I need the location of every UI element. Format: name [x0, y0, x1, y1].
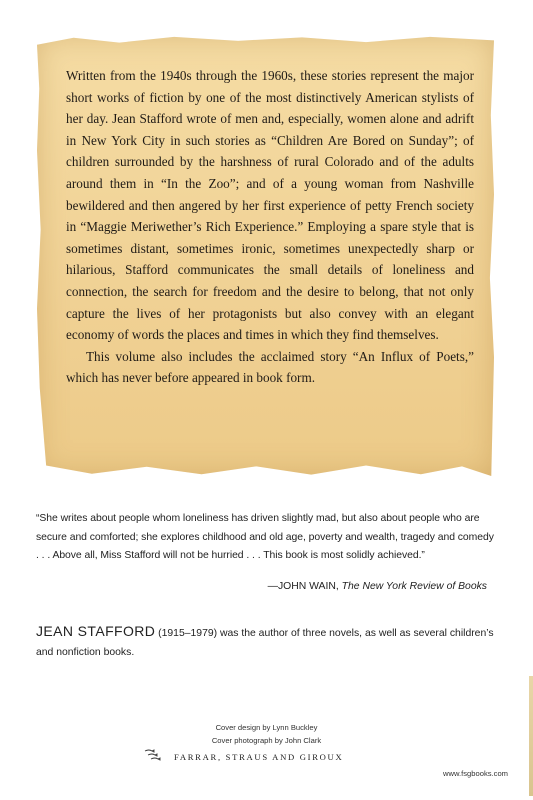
- publisher-imprint: [144, 748, 343, 766]
- cover-edge-strip: [529, 676, 533, 796]
- cover-photo-credit: Cover photograph by John Clark: [211, 736, 322, 745]
- attribution-author: —JOHN WAIN,: [267, 581, 342, 592]
- author-bio: [36, 622, 496, 662]
- attribution-publication: The New York Review of Books: [341, 581, 487, 592]
- description-paragraph-2: This volume also includes the acclaimed story “An Influx of Poets,” which has never before appeared in book form.: [66, 348, 474, 386]
- publisher-name: FARRAR, STRAUS AND GIROUX: [174, 752, 344, 762]
- fish-logo-icon: [144, 748, 164, 766]
- publisher-website[interactable]: www.fsgbooks.com: [443, 769, 508, 778]
- author-name: JEAN STAFFORD: [36, 623, 156, 639]
- description-block: [66, 65, 474, 389]
- review-attribution: [268, 578, 487, 596]
- review-quote: “She writes about people whom loneliness has driven slightly mad, but also about people who are secure and comforted; she explores childhood and old age, poverty and wealth, tragedy and comedy . . . Above all, Miss Stafford will not be hurried . . . This book is most solidly achieved.”: [36, 513, 494, 562]
- description-paragraph-1: Written from the 1940s through the 1960s, these stories represent the major short works of fiction by one of the most distinctively American stylists of her day. Jean Stafford wrote of men and, especially, women alone and adrift in New York City in such stories as “Children Are Bored on Sunday”; of children surrounded by the harshness of rural Colorado and of the adults around them in “In the Zoo”; and of a young woman from Nashville bewildered and then angered by her first experience of petty French society in “Maggie Meriwether’s Rich Experience.” Employing a spare style that is sometimes distant, sometimes ironic, sometimes unexpectedly sharp or hilarious, Stafford communicates the small details of loneliness and connection, the search for freedom and the desire to belong, that not only capture the lives of her protagonists but also convey with an elegant economy of words the places and times in which they find themselves.: [66, 68, 474, 343]
- author-bio-text: (1915–1979) was the author of three novels, as well as several children’s and nonfiction books.: [36, 628, 494, 658]
- cover-design-credit: Cover design by Lynn Buckley: [215, 723, 318, 732]
